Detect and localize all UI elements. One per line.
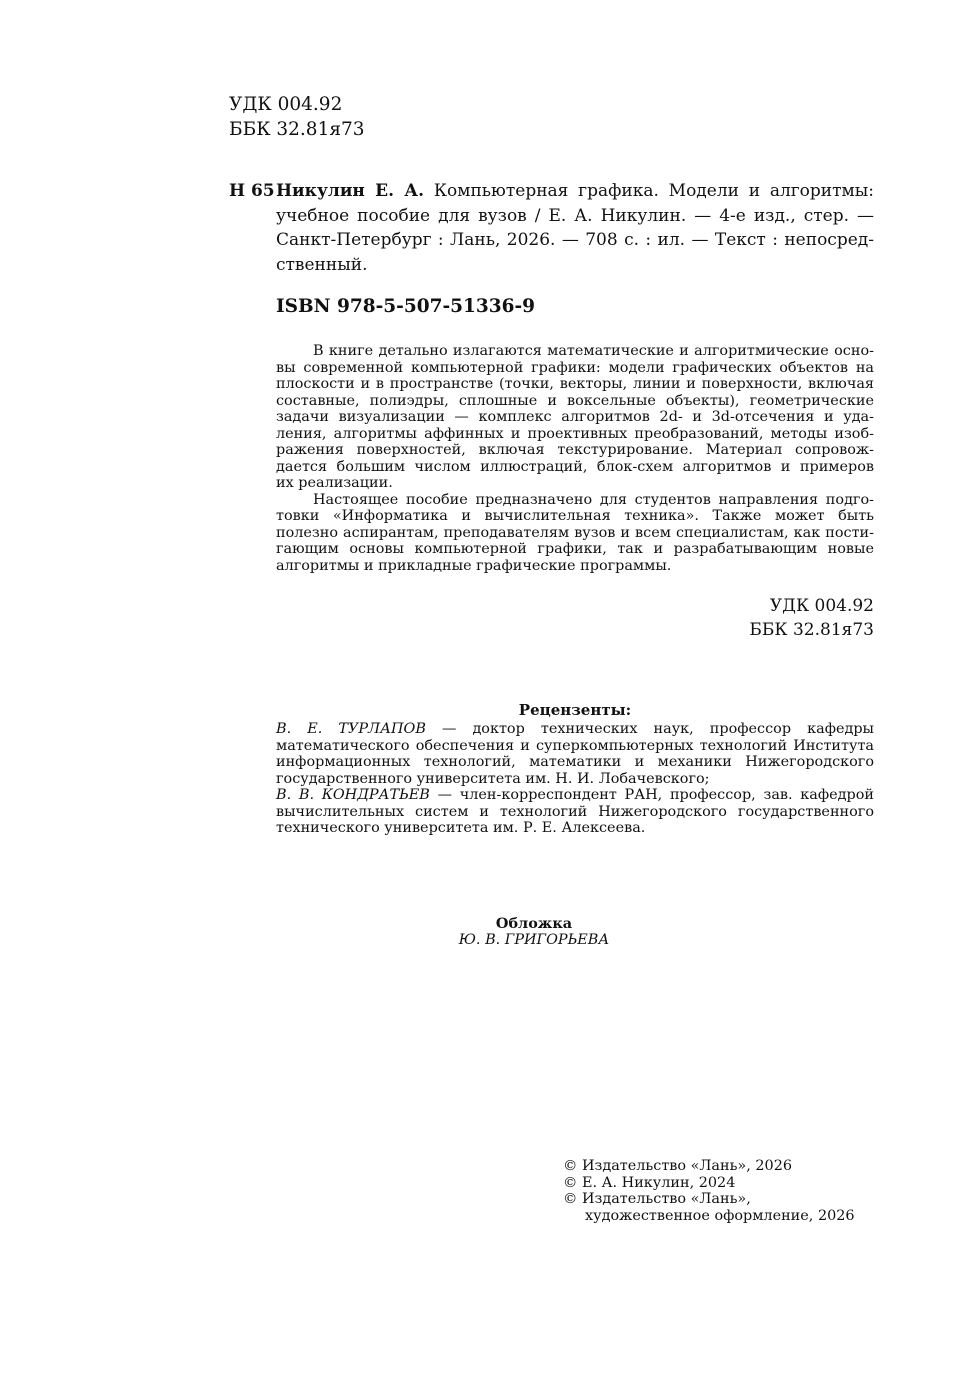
bbk-code: ББК 32.81я73 (749, 620, 874, 640)
reviewer-line: вычислительных систем и технологий Нижегородского государственного (276, 803, 874, 820)
annotation (276, 343, 874, 574)
annotation-line: вы современной компьютерной графики: модели графических объектов на (276, 359, 874, 376)
copyright-line: художественное оформление, 2026 (585, 1207, 855, 1224)
reviewer-line: технического университета им. Р. Е. Алексеева. (276, 820, 646, 836)
annotation-line: В книге детально излагаются математические и алгоритмические осно- (313, 343, 874, 359)
copyright-line: © Е. А. Никулин, 2024 (563, 1174, 736, 1191)
annotation-line: Настоящее пособие предназначено для студентов направления подго- (313, 491, 874, 508)
annotation-line: алгоритмы и прикладные графические программы. (276, 557, 672, 574)
cover-credit (276, 915, 792, 949)
reviewer-line: В. В. КОНДРАТЬЕВ — член-корреспондент РАН, профессор, зав. кафедрой (276, 787, 874, 803)
annotation-line: задачи визуализации — комплекс алгоритмов 2d- и 3d-отсечения и уда- (276, 409, 874, 425)
reviewer-line: математического обеспечения и суперкомпьютерных технологий Института (276, 737, 874, 754)
annotation-line: их реализации. (276, 475, 393, 491)
author-sign: Н 65 (229, 181, 275, 201)
copyright-block (563, 1158, 855, 1224)
isbn: ISBN 978-5-507-51336-9 (276, 296, 536, 317)
copyright-line: © Издательство «Лань», 2026 (563, 1158, 793, 1174)
reviewers-heading: Рецензенты: (518, 701, 632, 719)
udk-code: УДК 004.92 (769, 596, 874, 616)
reviewers-list (276, 721, 874, 837)
cover-artist: Ю. В. ГРИГОРЬЕВА (458, 932, 610, 948)
author-name: Никулин Е. А. (276, 181, 425, 201)
reviewer-name: В. В. КОНДРАТЬЕВ (276, 787, 430, 803)
annotation-line: ления, алгоритмы аффинных и проективных преобразований, методы изоб- (276, 425, 874, 442)
entry-line: ственный. (276, 254, 368, 275)
entry-line: Санкт-Петербург : Лань, 2026. — 708 с. : ил. — Текст : непосред- (276, 230, 874, 250)
bibliographic-entry (276, 179, 874, 277)
annotation-line: товки «Информатика и вычислительная техника». Также может быть (276, 508, 874, 524)
annotation-line: плоскости и в пространстве (точки, векторы, линии и поверхности, включая (276, 376, 874, 392)
udk-code: УДК 004.92 (229, 94, 343, 115)
reviewer-line: В. Е. ТУРЛАПОВ — доктор технических наук, профессор кафедры (276, 721, 875, 737)
annotation-line: гающим основы компьютерной графики, так и разрабатывающим новые (276, 541, 874, 557)
annotation-line: полезно аспирантам, преподавателям вузов и всем специалистам, как пости- (276, 524, 874, 541)
reviewer-line: информационных технологий, математики и механики Нижегородского (276, 754, 874, 770)
annotation-line: ражения поверхностей, включая текстурирование. Материал сопровож- (276, 442, 874, 458)
reviewer-name: В. Е. ТУРЛАПОВ (276, 721, 426, 737)
reviewer-line: государственного университета им. Н. И. Лобачевского; (276, 770, 710, 787)
bottom-classification (600, 594, 874, 642)
annotation-line: дается большим числом иллюстраций, блок-схем алгоритмов и примеров (276, 458, 874, 475)
annotation-line: составные, полиэдры, сплошные и воксельные объекты), геометрические (276, 392, 874, 409)
bbk-code: ББК 32.81я73 (229, 119, 365, 140)
cover-title: Обложка (495, 915, 573, 932)
entry-line: учебное пособие для вузов / Е. А. Никулин. — 4-е изд., стер. — (276, 205, 874, 226)
entry-title: Компьютерная графика. Модели и алгоритмы: (433, 181, 874, 201)
copyright-line: © Издательство «Лань», (563, 1191, 751, 1207)
top-classification (229, 92, 365, 142)
entry-line (276, 179, 874, 204)
